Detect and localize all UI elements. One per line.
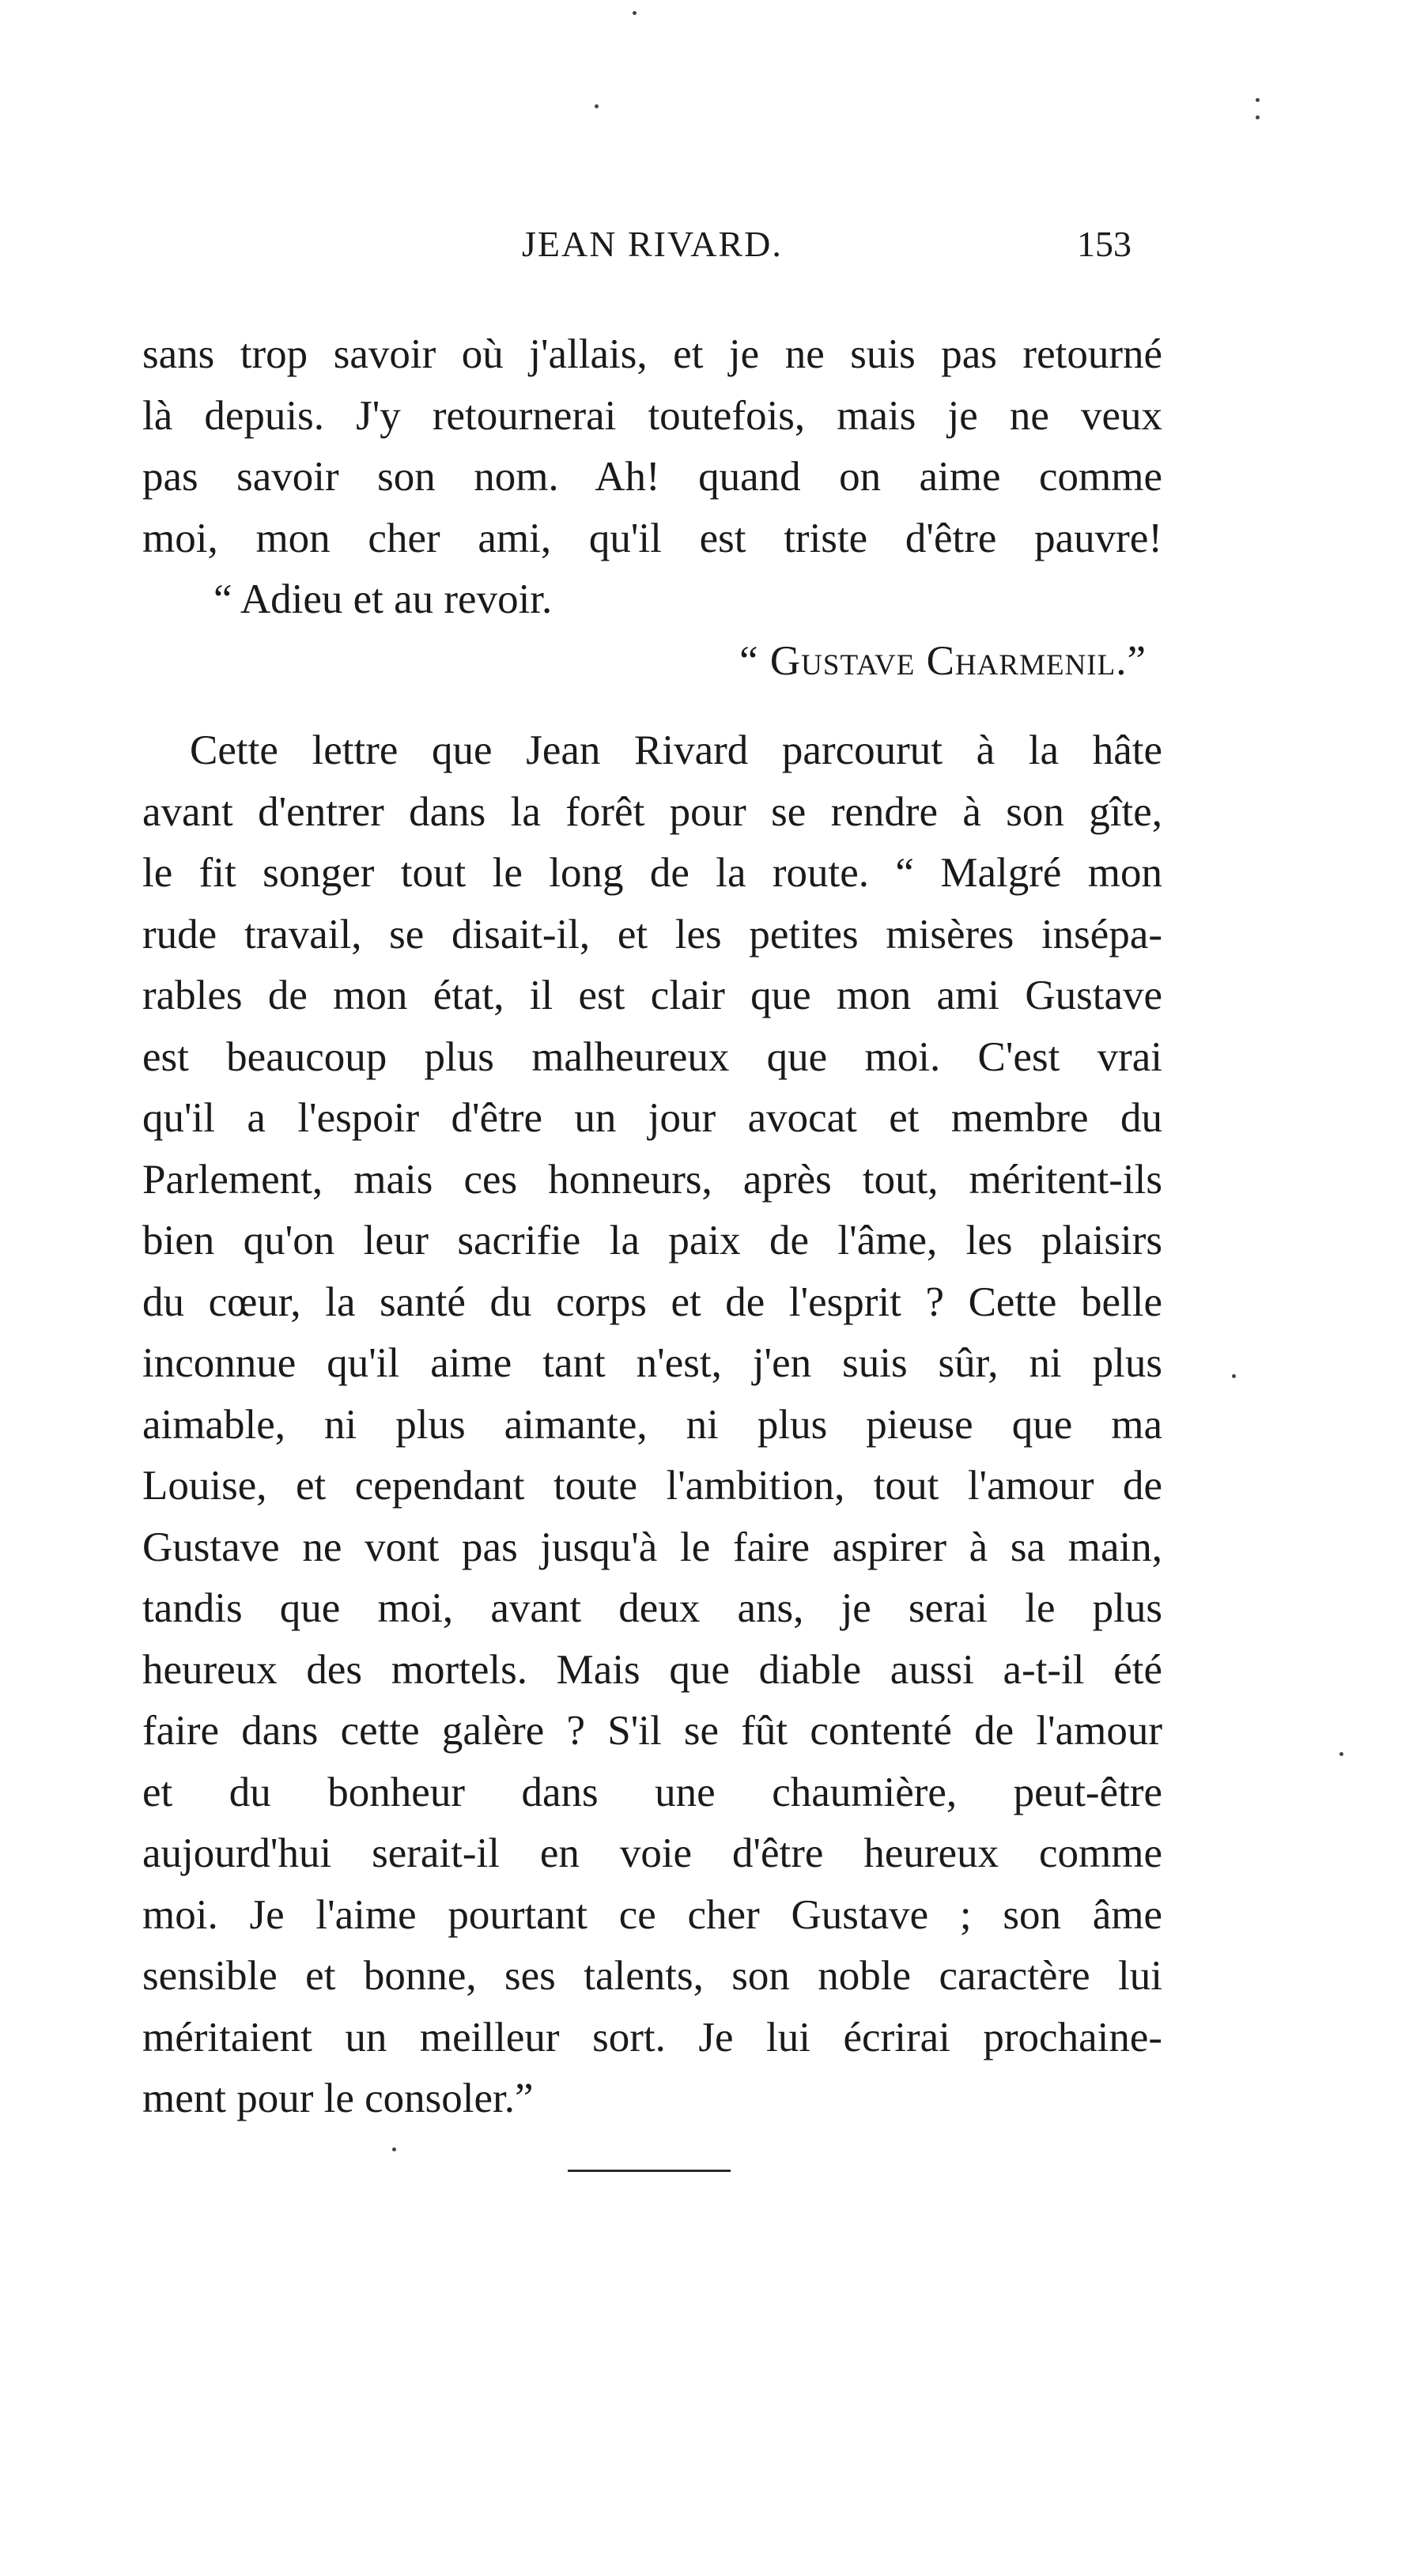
text-line: Parlement, mais ces honneurs, après tout, méritent-ils (142, 1156, 1162, 1203)
text-line: sans trop savoir où j'allais, et je ne suis pas retourné (142, 331, 1162, 377)
text-line: sensible et bonne, ses talents, son noble caractère lui (142, 1953, 1162, 1999)
text-line: aimable, ni plus aimante, ni plus pieuse que ma (142, 1401, 1162, 1448)
letter-signature: “ Gustave Charmenil.” (739, 637, 1147, 684)
text-line: qu'il a l'espoir d'être un jour avocat et membre du (142, 1095, 1162, 1141)
text-line: et du bonheur dans une chaumière, peut-être (142, 1769, 1162, 1815)
scan-speck (1232, 1374, 1236, 1378)
text-line: pas savoir son nom. Ah! quand on aime comme (142, 454, 1162, 500)
text-line: méritaient un meilleur sort. Je lui écrirai prochaine- (142, 2014, 1162, 2060)
scan-speck (595, 104, 599, 108)
text-line: inconnue qu'il aime tant n'est, j'en suis sûr, ni plus (142, 1340, 1162, 1386)
text-line: bien qu'on leur sacrifie la paix de l'âme, les plaisirs (142, 1218, 1162, 1263)
text-line: heureux des mortels. Mais que diable aussi a-t-il été (142, 1646, 1162, 1693)
page-number: 153 (1077, 224, 1131, 264)
text-line: le fit songer tout le long de la route. “ Malgré mon (142, 850, 1162, 896)
page-header (0, 223, 1428, 270)
text-line: rables de mon état, il est clair que mon ami Gustave (142, 973, 1162, 1018)
scan-speck (1339, 1752, 1343, 1756)
text-line: Cette lettre que Jean Rivard parcourut à la hâte (190, 727, 1162, 773)
scan-speck (1256, 115, 1260, 119)
text-line: aujourd'hui serait-il en voie d'être heureux comme (142, 1830, 1162, 1876)
text-line: du cœur, la santé du corps et de l'esprit ? Cette belle (142, 1279, 1162, 1325)
scan-speck (633, 11, 637, 15)
text-line: faire dans cette galère ? S'il se fût contenté de l'amour (142, 1708, 1162, 1754)
text-line: moi, mon cher ami, qu'il est triste d'être pauvre! (142, 515, 1162, 561)
running-title: JEAN RIVARD. (522, 224, 783, 264)
text-line: rude travail, se disait-il, et les petites misères insépa- (142, 911, 1162, 958)
scan-speck (1256, 98, 1260, 102)
text-line: moi. Je l'aime pourtant ce cher Gustave ; son âme (142, 1891, 1162, 1938)
body-text (142, 324, 1162, 2130)
section-end-rule (568, 2170, 731, 2172)
scan-speck (392, 2147, 396, 2151)
text-line: Louise, et cependant toute l'ambition, tout l'amour de (142, 1463, 1162, 1509)
paragraph-gap (142, 692, 1162, 720)
text-line: tandis que moi, avant deux ans, je serai le plus (142, 1585, 1162, 1631)
letter-closing: “ Adieu et au revoir. (213, 576, 553, 622)
text-line: est beaucoup plus malheureux que moi. C'est vrai (142, 1033, 1162, 1080)
text-line: ment pour le consoler.” (142, 2076, 534, 2121)
text-line: Gustave ne vont pas jusqu'à le faire aspirer à sa main, (142, 1524, 1162, 1570)
text-line: avant d'entrer dans la forêt pour se rendre à son gîte, (142, 788, 1162, 835)
text-line: là depuis. J'y retournerai toutefois, mais je ne veux (142, 392, 1162, 439)
